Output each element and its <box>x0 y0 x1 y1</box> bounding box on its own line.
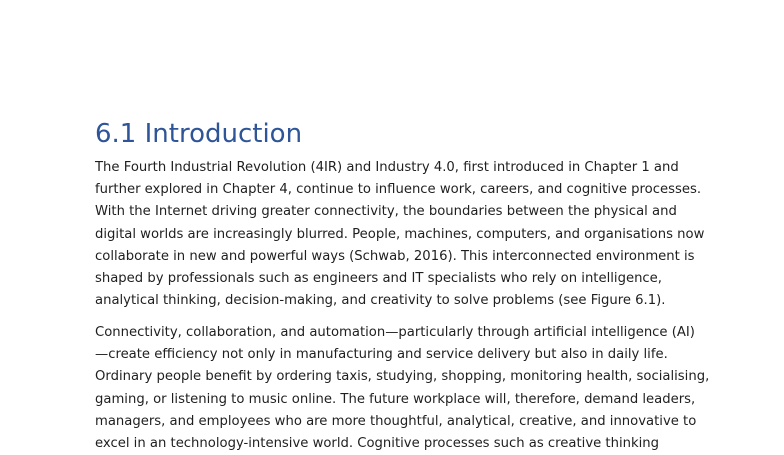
paragraph-intro <box>95 157 705 312</box>
paragraph-line: excel in an technology-intensive world. Cognitive processes such as creative thinking <box>95 436 660 452</box>
paragraph-line: gaming, or listening to music online. The future workplace will, therefore, demand leaders, <box>95 391 696 407</box>
paragraph-line: digital worlds are increasingly blurred. People, machines, computers, and organisations now <box>95 226 705 242</box>
section-heading: 6.1 Introduction <box>95 119 303 149</box>
paragraph-line: further explored in Chapter 4, continue to influence work, careers, and cognitive processes. <box>95 182 702 198</box>
paragraph-connectivity <box>95 322 710 455</box>
paragraph-line: With the Internet driving greater connectivity, the boundaries between the physical and <box>95 204 677 220</box>
paragraph-line: managers, and employees who are more thoughtful, analytical, creative, and innovative to <box>95 413 697 429</box>
paragraph-line: Ordinary people benefit by ordering taxis, studying, shopping, monitoring health, socialising, <box>95 369 710 385</box>
paragraph-line: The Fourth Industrial Revolution (4IR) and Industry 4.0, first introduced in Chapter 1 and <box>95 160 679 175</box>
paragraph-line: —create efficiency not only in manufacturing and service delivery but also in daily life. <box>95 347 668 363</box>
paragraph-line: shaped by professionals such as engineers and IT specialists who rely on intelligence, <box>95 271 662 287</box>
paragraph-line: analytical thinking, decision-making, and creativity to solve problems (see Figure 6.1). <box>95 293 666 309</box>
paragraph-line: collaborate in new and powerful ways (Schwab, 2016). This interconnected environment is <box>95 248 695 264</box>
paragraph-line: Connectivity, collaboration, and automation—particularly through artificial intelligence (AI) <box>95 325 695 340</box>
